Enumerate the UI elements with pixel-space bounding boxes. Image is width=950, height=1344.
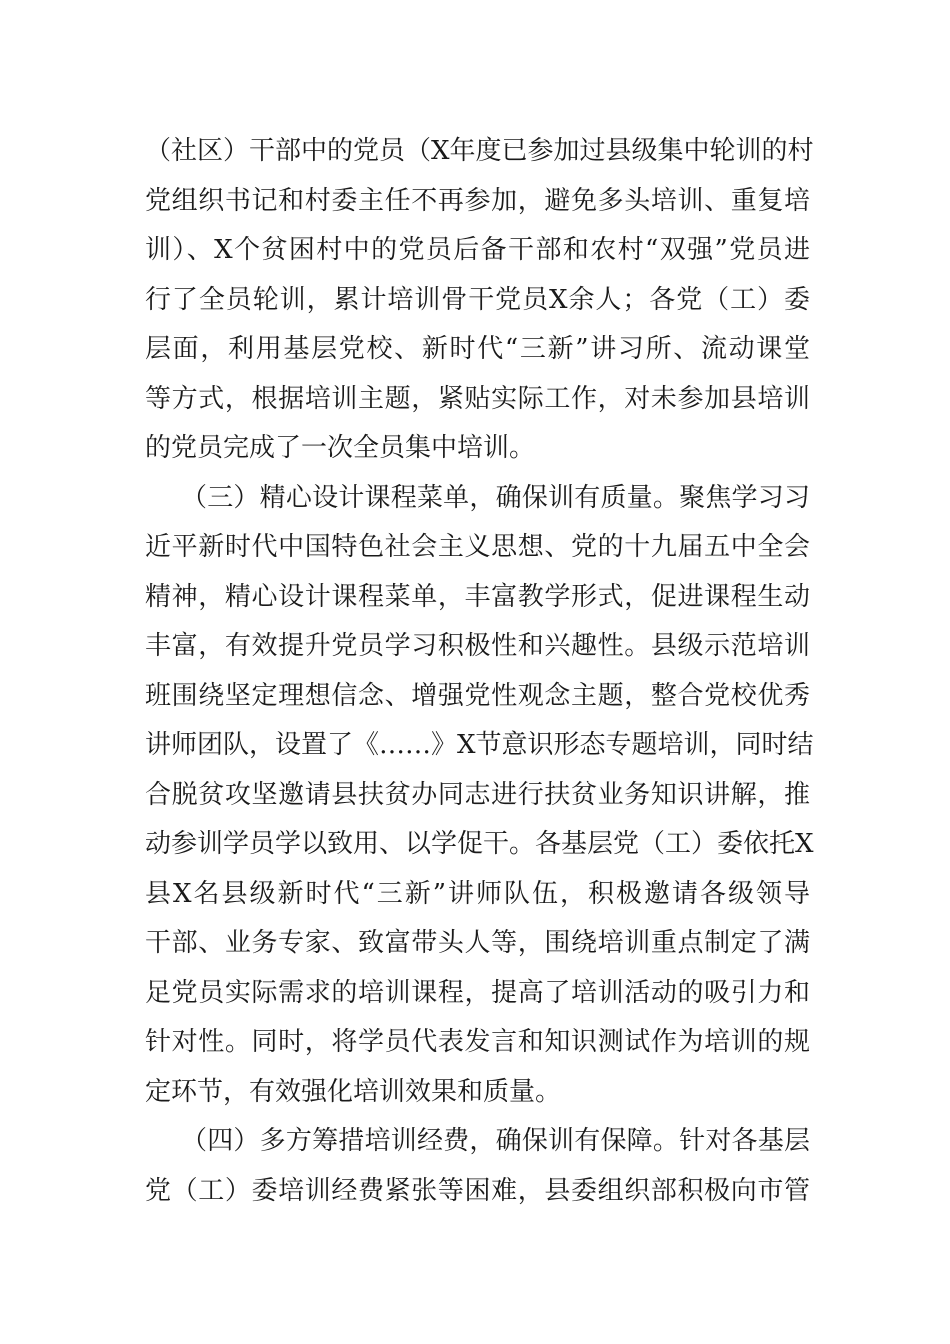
text-line: 动参训学员学以致用、以学促干。各基层党（工）委依托X: [145, 829, 814, 859]
text-line: 等方式，根据培训主题，紧贴实际工作，对未参加县培训: [145, 383, 810, 414]
text-line: 党（工）委培训经费紧张等困难，县委组织部积极向市管: [145, 1175, 810, 1206]
text-line: 近平新时代中国特色社会主义思想、党的十九届五中全会: [145, 532, 810, 562]
text-line: 党组织书记和村委主任不再参加，避免多头培训、重复培: [145, 185, 810, 216]
text-line: 针对性。同时，将学员代表发言和知识测试作为培训的规: [145, 1027, 810, 1057]
body-text: [145, 127, 814, 1216]
text-line: 训）、X个贫困村中的党员后备干部和农村“双强”党员进: [145, 235, 810, 265]
text-line: 的党员完成了一次全员集中培训。: [145, 433, 536, 463]
text-line: 合脱贫攻坚邀请县扶贫办同志进行扶贫业务知识讲解，推: [145, 779, 810, 810]
text-line: 丰富，有效提升党员学习积极性和兴趣性。县级示范培训: [145, 631, 810, 661]
text-line: 县X名县级新时代“三新”讲师队伍，积极邀请各级领导: [145, 878, 810, 909]
paragraph-first-line: （四）多方筹措培训经费，确保训有保障。针对各基层: [181, 1126, 810, 1156]
text-line: 层面，利用基层党校、新时代“三新”讲习所、流动课堂: [145, 334, 810, 364]
text-line: 讲师团队，设置了《……》X节意识形态专题培训，同时结: [145, 730, 814, 760]
text-line: 定环节，有效强化培训效果和质量。: [145, 1076, 562, 1107]
text-line: （社区）干部中的党员（X年度已参加过县级集中轮训的村: [145, 136, 814, 166]
text-line: 足党员实际需求的培训课程，提高了培训活动的吸引力和: [145, 977, 810, 1008]
text-line: 班围绕坚定理想信念、增强党性观念主题，整合党校优秀: [145, 680, 810, 711]
text-line: 干部、业务专家、致富带头人等，围绕培训重点制定了满: [145, 928, 810, 958]
text-line: 行了全员轮训，累计培训骨干党员X余人；各党（工）委: [145, 284, 810, 315]
text-line: 精神，精心设计课程菜单，丰富教学形式，促进课程生动: [145, 581, 810, 612]
paragraph-first-line: （三）精心设计课程菜单，确保训有质量。聚焦学习习: [181, 482, 810, 513]
